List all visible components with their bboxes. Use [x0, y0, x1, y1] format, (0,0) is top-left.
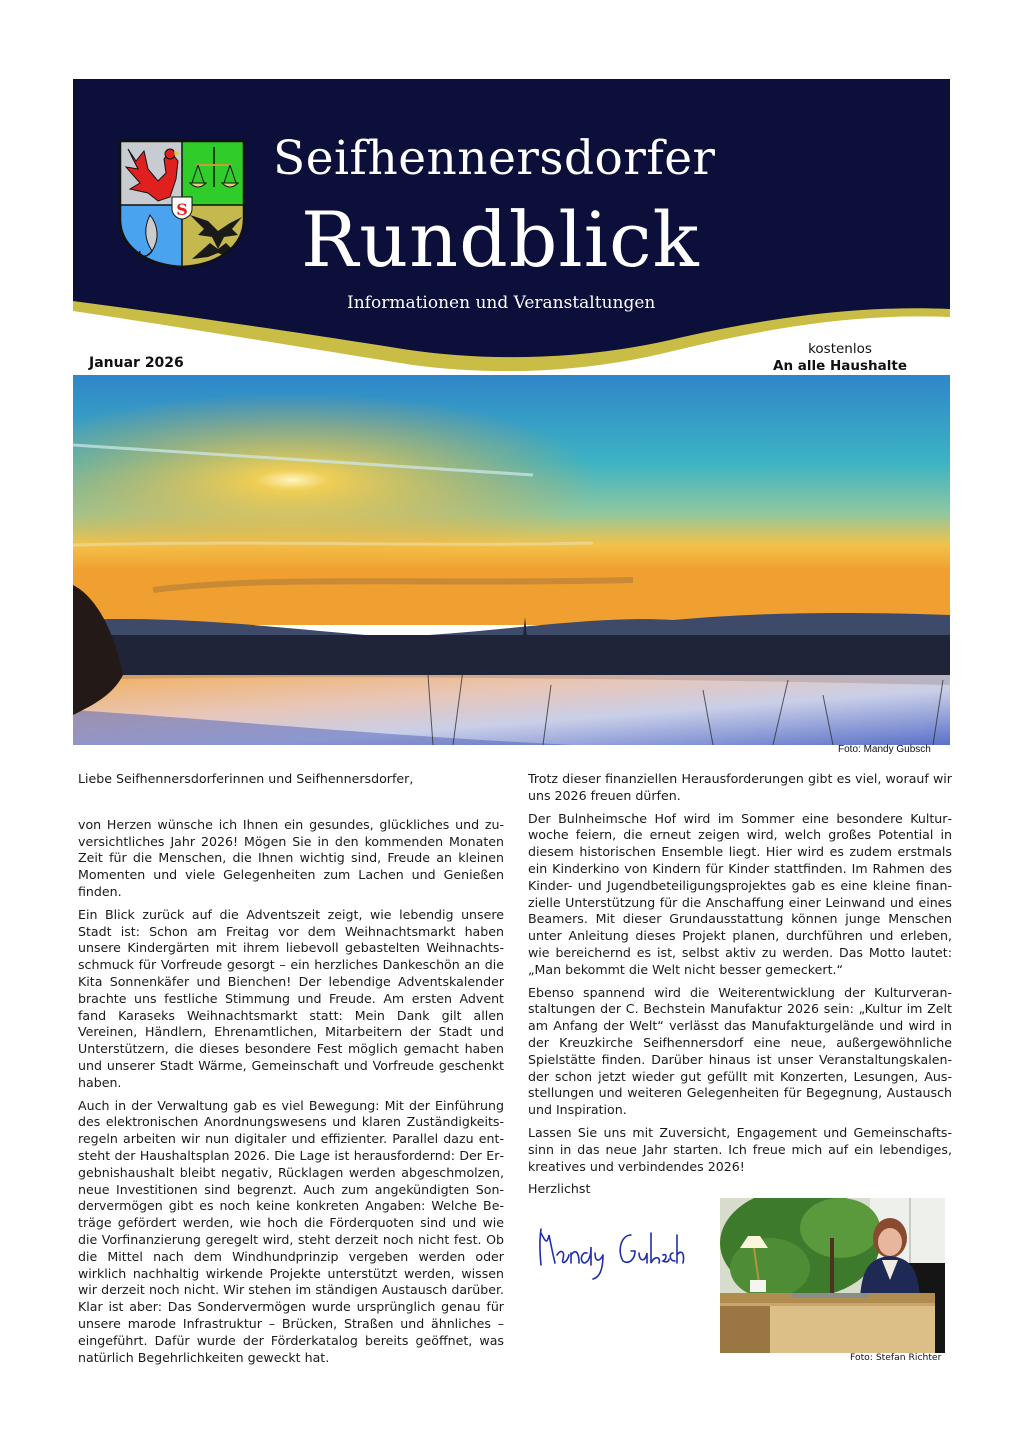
handwritten-signature: [535, 1215, 685, 1280]
coat-of-arms-icon: [118, 139, 246, 269]
letter-paragraph: Ebenso spannend wird die Weiterentwicklung der Kulturveranstaltungen der C. Bechstein Manufaktur 2026 sein: „Kultur im Zelt am Anfang der Welt“ verlässt das Manufakturgelände und wird in der Kreuzkirche Seifhennersdorf eine neue, außergewöhnliche Spielstätte finden. Darüber hinaus ist unser Veranstaltungskalender schon jetzt wieder gut gefüllt mit Konzerten, Lesungen, Ausstellungen und weiteren Gelegenheiten für Begegnung, Austausch und Inspiration.: [528, 984, 952, 1118]
hero-photo-credit: Foto: Mandy Gubsch: [838, 744, 931, 755]
portrait-photo: [720, 1198, 945, 1353]
letter-paragraph: Ein Blick zurück auf die Adventszeit zeigt, wie lebendig unsere Stadt ist: Schon am Freitag vor dem Weihnachtsmarkt haben unsere Kindergärten mit ihrem liebevoll gebastelten Weihnachtsschmuck für Vorfreude gesorgt – ein herzliches Dankeschön an die Kita Sonnenkäfer und Bienchen! Der lebendige Adventskalender brachte uns festliche Stimmung und Freude. Am ersten Advent fand Karaseks Weihnachtsmarkt statt: Mein Dank gilt allen Vereinen, Händlern, Ehrenamtlichen, Mitarbeitern der Stadt und Unterstützern, die dieses besondere Fest möglich gemacht haben und unserer Stadt Wärme, Gemeinschaft und Vorfreude geschenkt haben.: [78, 906, 504, 1090]
letter-greeting: Liebe Seifhennersdorferinnen und Seifhennersdorfer,: [78, 771, 414, 786]
letter-column-left: [78, 771, 504, 1372]
letter-paragraph: Auch in der Verwaltung gab es viel Bewegung: Mit der Einführung des elektronischen Anordnungswesens und klaren Zuständigkeitsregeln arbeiten wir nun digitaler und effizienter. Parallel dazu entsteht der Haushaltsplan 2026. Die Lage ist herausfordernd: Der Ergebnishaushalt bleibt negativ, Rücklagen werden abgeschmolzen, neue Investitionen sind begrenzt. Auch zum angekündigten Sondervermögen gibt es noch keine konkreten Angaben: Welche Beträge gefördert werden, wie hoch die Förderquoten sind und wie die Vorfinanzierung geregelt wird, steht derzeit noch nicht fest. Ob die Mittel nach dem Windhundprinzip vergeben werden oder wirklich nachhaltig wirkende Projekte unterstützt werden, wissen wir derzeit noch nicht. Wir stehen im ständigen Austausch darüber. Klar ist aber: Das Sondervermögen wurde ursprünglich genau für unsere marode Infrastruktur – Brücken, Straßen und ähnliches – eingeführt. Dafür wurde der Förderkatalog bereits geöffnet, was natürlich Begehrlichkeiten geweckt hat.: [78, 1097, 504, 1365]
winter-sunset-landscape-image: [73, 375, 950, 745]
letter-paragraph: Trotz dieser finanziellen Herausforderungen gibt es viel, worauf wir uns 2026 freuen dürfen.: [528, 771, 952, 803]
letter-paragraph: Lassen Sie uns mit Zuversicht, Engagement und Gemeinschaftssinn in das neue Jahr starten. Ich freue mich auf ein lebendiges, kreatives und verbindendes 2026!: [528, 1124, 952, 1174]
mayor-at-desk-image: [720, 1198, 945, 1353]
masthead-subtitle: Informationen und Veranstaltungen: [347, 293, 656, 313]
svg-text:S: S: [176, 200, 188, 219]
letter-paragraph: Der Bulnheimsche Hof wird im Sommer eine besondere Kulturwoche feiern, die erneut zeigen wird, welch großes Potential in diesem historischen Ensemble liegt. Hier wird es zudem erstmals ein Kinderkino von Kindern für Kinder stattfinden. Im Rahmen des Kinder- und Jugendbeteiligungsprojektes gab es eine kleine finanzielle Unterstützung für die Anschaffung einer Leinwand und eines Beamers. Mit dieser Grundausstattung können junge Menschen unter Anleitung dieses Projekt planen, durchführen und erleben, wie bereichernd es ist, selbst aktiv zu werden. Das Motto lautet: „Man bekommt die Welt nicht besser gemeckert.“: [528, 810, 952, 977]
letter-closing: Herzlichst: [528, 1181, 591, 1197]
masthead: [73, 79, 950, 379]
portrait-photo-credit: Foto: Stefan Richter: [850, 1352, 942, 1363]
distribution-label: An alle Haushalte: [773, 358, 907, 374]
distribution-info: [740, 341, 940, 375]
issue-date: Januar 2026: [89, 355, 184, 371]
letter-paragraph: von Herzen wünsche ich Ihnen ein gesundes, glückliches und zuversichtliches Jahr 2026! Mögen Sie in den kommenden Monaten Zeit für die Menschen, die Ihnen wichtig sind, Freude an kleinen Momenten und viele Gelegenheiten zum Lachen und Genießen finden.: [78, 816, 504, 899]
price-label: kostenlos: [808, 341, 872, 357]
hero-photo: [73, 375, 950, 745]
masthead-title-line1: Seifhennersdorfer: [273, 131, 716, 186]
letter-column-right: [528, 771, 952, 1204]
masthead-title: Rundblick: [301, 195, 700, 284]
